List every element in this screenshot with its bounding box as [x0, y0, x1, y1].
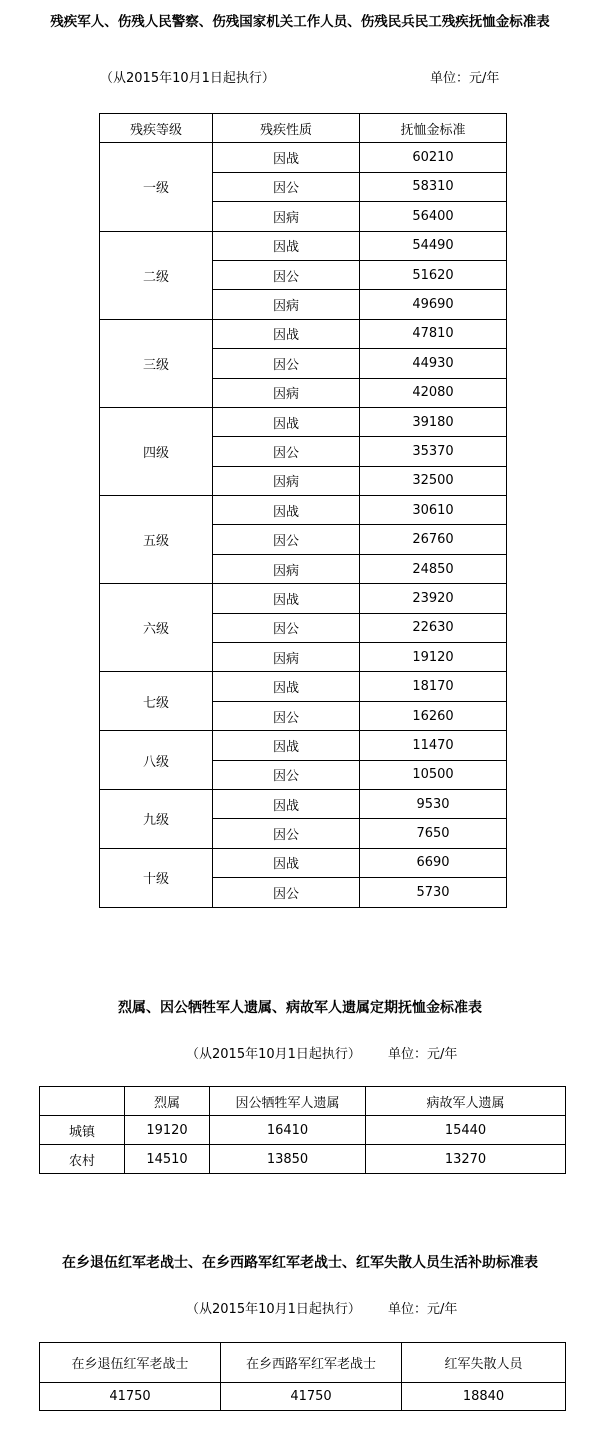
disability-level: 一级	[100, 143, 213, 231]
column-header: 在乡退伍红军老战士	[40, 1343, 221, 1383]
row-label: 农村	[40, 1145, 125, 1174]
table2-title: 烈属、因公牺牲军人遗属、病故军人遗属定期抚恤金标准表	[118, 1000, 482, 1016]
survivor-pension-table	[39, 1086, 566, 1174]
pension-amount: 35370	[360, 437, 507, 466]
subsidy-amount: 41750	[221, 1383, 402, 1411]
disability-nature: 因战	[213, 319, 360, 348]
row-label: 城镇	[40, 1116, 125, 1145]
subsidy-amount: 41750	[40, 1383, 221, 1411]
disability-nature: 因战	[213, 496, 360, 525]
pension-amount: 16410	[210, 1116, 366, 1145]
table-header-row	[40, 1087, 566, 1116]
pension-amount: 23920	[360, 584, 507, 613]
table-header-row	[40, 1343, 566, 1383]
table3-title: 在乡退伍红军老战士、在乡西路军红军老战士、红军失散人员生活补助标准表	[62, 1255, 538, 1271]
pension-amount: 49690	[360, 290, 507, 319]
disability-nature: 因战	[213, 231, 360, 260]
pension-amount: 24850	[360, 554, 507, 583]
table1-title: 残疾军人、伤残人民警察、伤残国家机关工作人员、伤残民兵民工残疾抚恤金标准表	[50, 14, 550, 30]
pension-amount: 44930	[360, 349, 507, 378]
subsidy-amount: 18840	[402, 1383, 566, 1411]
column-header: 残疾等级	[100, 114, 213, 143]
disability-nature: 因战	[213, 789, 360, 818]
table-row	[100, 496, 507, 525]
column-header: 在乡西路军红军老战士	[221, 1343, 402, 1383]
disability-level: 二级	[100, 231, 213, 319]
pension-amount: 60210	[360, 143, 507, 172]
disability-level: 五级	[100, 496, 213, 584]
disability-nature: 因公	[213, 172, 360, 201]
column-header: 抚恤金标准	[360, 114, 507, 143]
table-row	[100, 231, 507, 260]
column-header: 因公牺牲军人遗属	[210, 1087, 366, 1116]
pension-amount: 47810	[360, 319, 507, 348]
pension-amount: 18170	[360, 672, 507, 701]
disability-nature: 因战	[213, 731, 360, 760]
disability-nature: 因病	[213, 466, 360, 495]
table-row	[100, 407, 507, 436]
pension-amount: 30610	[360, 496, 507, 525]
column-header: 病故军人遗属	[366, 1087, 566, 1116]
pension-amount: 16260	[360, 701, 507, 730]
disability-nature: 因公	[213, 437, 360, 466]
pension-amount: 39180	[360, 407, 507, 436]
disability-nature: 因公	[213, 878, 360, 907]
table-row	[100, 319, 507, 348]
table-row	[100, 143, 507, 172]
pension-amount: 13850	[210, 1145, 366, 1174]
disability-level: 八级	[100, 731, 213, 790]
disability-nature: 因公	[213, 525, 360, 554]
disability-nature: 因战	[213, 407, 360, 436]
pension-amount: 10500	[360, 760, 507, 789]
pension-amount: 26760	[360, 525, 507, 554]
red-army-subsidy-table	[39, 1342, 566, 1411]
disability-nature: 因战	[213, 143, 360, 172]
disability-nature: 因公	[213, 260, 360, 289]
table-row	[100, 584, 507, 613]
pension-amount: 19120	[360, 643, 507, 672]
pension-amount: 51620	[360, 260, 507, 289]
disability-nature: 因战	[213, 672, 360, 701]
table2-unit: 单位：元/年	[388, 1047, 458, 1062]
table-header-row	[100, 114, 507, 143]
disability-nature: 因病	[213, 202, 360, 231]
pension-amount: 58310	[360, 172, 507, 201]
pension-amount: 9530	[360, 789, 507, 818]
pension-amount: 54490	[360, 231, 507, 260]
table1-unit: 单位：元/年	[430, 71, 500, 86]
disability-nature: 因病	[213, 290, 360, 319]
table-row	[100, 789, 507, 818]
disability-nature: 因公	[213, 701, 360, 730]
disability-level: 六级	[100, 584, 213, 672]
table-row	[40, 1383, 566, 1411]
disability-level: 三级	[100, 319, 213, 407]
table-row	[100, 672, 507, 701]
column-header	[40, 1087, 125, 1116]
disability-nature: 因公	[213, 760, 360, 789]
pension-amount: 13270	[366, 1145, 566, 1174]
pension-amount: 42080	[360, 378, 507, 407]
pension-amount: 19120	[125, 1116, 210, 1145]
pension-amount: 22630	[360, 613, 507, 642]
table-row	[100, 848, 507, 877]
disability-level: 九级	[100, 789, 213, 848]
disability-level: 七级	[100, 672, 213, 731]
disability-level: 十级	[100, 848, 213, 907]
column-header: 红军失散人员	[402, 1343, 566, 1383]
column-header: 残疾性质	[213, 114, 360, 143]
pension-amount: 11470	[360, 731, 507, 760]
table3-unit: 单位：元/年	[388, 1302, 458, 1317]
disability-nature: 因公	[213, 819, 360, 848]
disability-pension-table	[99, 113, 507, 908]
disability-nature: 因病	[213, 378, 360, 407]
table2-effective-date: （从2015年10月1日起执行）	[186, 1047, 361, 1062]
pension-amount: 7650	[360, 819, 507, 848]
pension-amount: 32500	[360, 466, 507, 495]
table-row	[40, 1116, 566, 1145]
disability-nature: 因公	[213, 613, 360, 642]
table-row	[100, 731, 507, 760]
disability-nature: 因病	[213, 643, 360, 672]
disability-nature: 因战	[213, 584, 360, 613]
table-row	[40, 1145, 566, 1174]
pension-amount: 14510	[125, 1145, 210, 1174]
pension-amount: 15440	[366, 1116, 566, 1145]
pension-amount: 6690	[360, 848, 507, 877]
disability-nature: 因病	[213, 554, 360, 583]
disability-nature: 因战	[213, 848, 360, 877]
column-header: 烈属	[125, 1087, 210, 1116]
table1-effective-date: （从2015年10月1日起执行）	[100, 71, 275, 86]
table3-effective-date: （从2015年10月1日起执行）	[186, 1302, 361, 1317]
disability-level: 四级	[100, 407, 213, 495]
pension-amount: 5730	[360, 878, 507, 907]
disability-nature: 因公	[213, 349, 360, 378]
pension-amount: 56400	[360, 202, 507, 231]
